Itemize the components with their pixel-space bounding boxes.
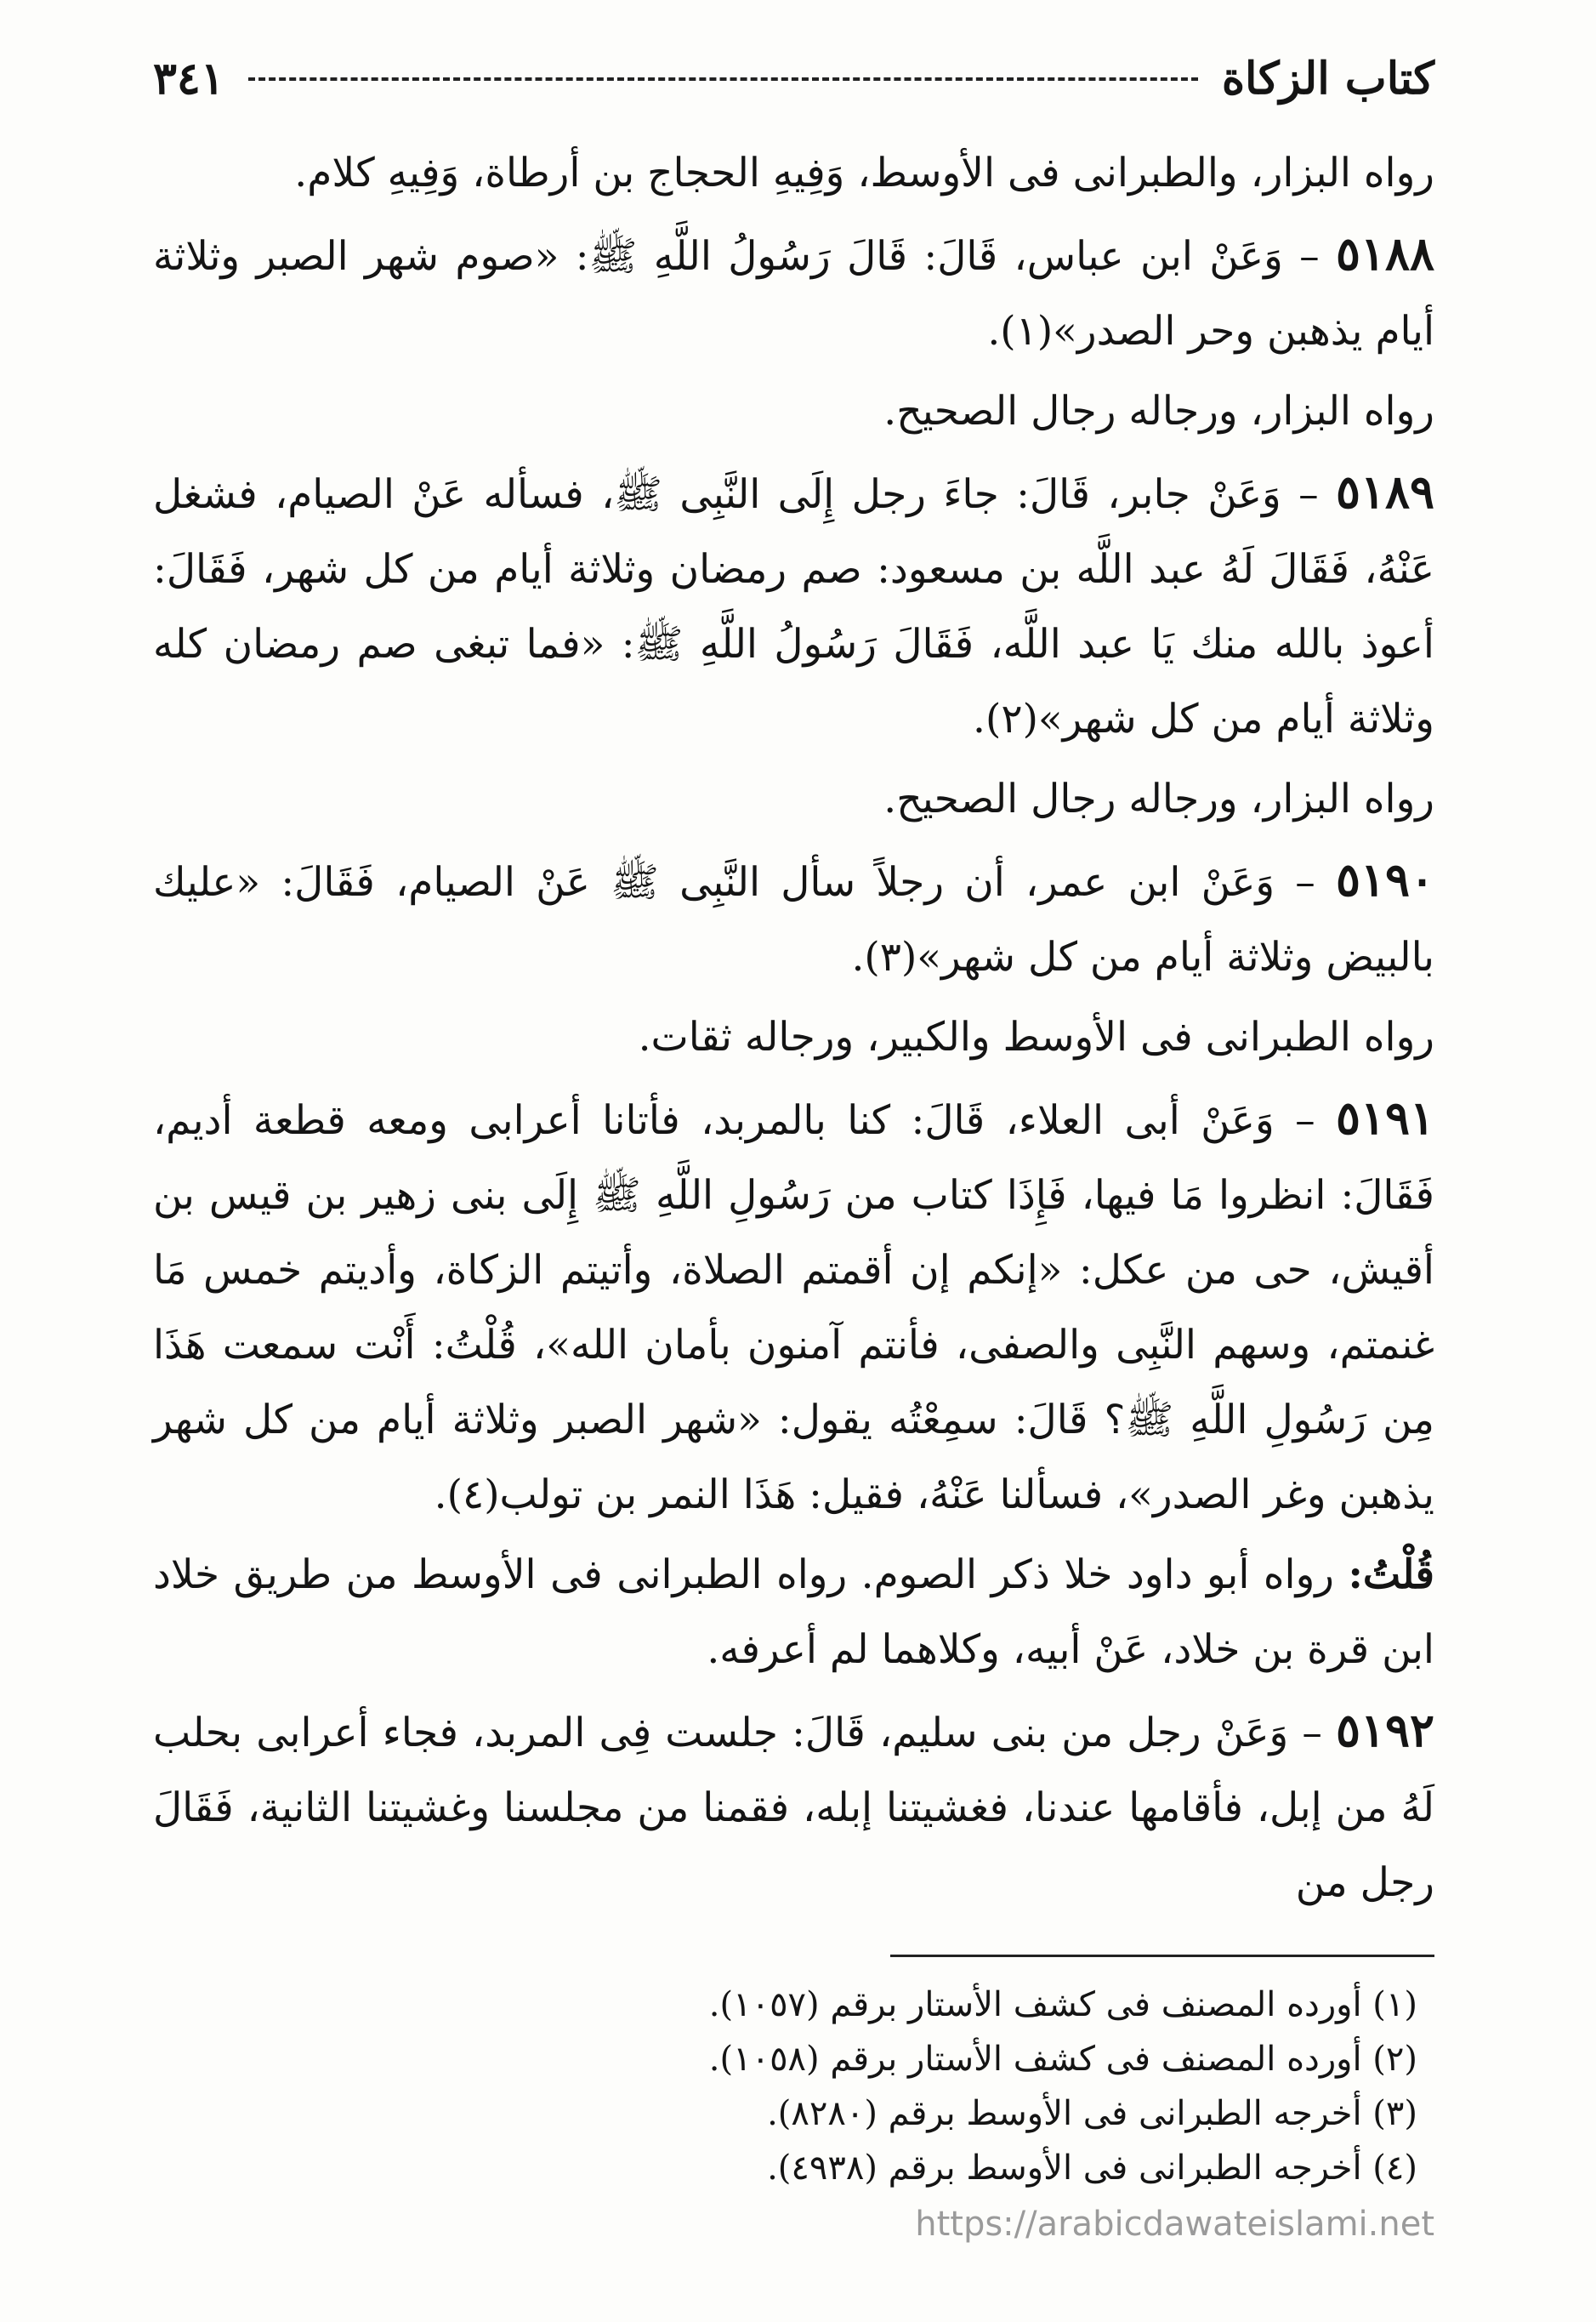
comment-text: رواه أبو داود خلا ذكر الصوم. رواه الطبرانى فى الأوسط من طريق خلاد ابن قرة بن خلاد، عَنْ أبيه، وكلاهما لم أعرفه. [153,1551,1434,1673]
footnote-4: (٤) أخرجه الطبرانى فى الأوسط برقم (٤٩٣٨). [767,2148,1417,2188]
source-note: رواه البزار، والطبرانى فى الأوسط، وَفِيهِ الحجاج بن أرطاة، وَفِيهِ كلام. [294,150,1434,196]
source-note: رواه الطبرانى فى الأوسط والكبير، ورجاله ثقات. [638,1014,1434,1061]
hadith-5189 [153,454,1434,757]
source-note: رواه البزار، ورجاله رجال الصحيح. [883,776,1434,822]
hadith-number: ٥١٩١ [1335,1090,1434,1145]
footnote-1: (١) أورده المصنف فى كشف الأستار برقم (١٠٥٧). [708,1985,1417,2024]
hadith-number: ٥١٩٠ [1335,852,1434,907]
watermark-url: https://arabicdawateislami.net [915,2205,1434,2244]
footnote-2: (٢) أورده المصنف فى كشف الأستار برقم (١٠٥٨). [708,2040,1417,2079]
hadith-5191 [153,1080,1434,1533]
source-note: رواه البزار، ورجاله رجال الصحيح. [883,388,1434,435]
header-rule [248,77,1198,81]
hadith-text: – وَعَنْ ابن عمر، أن رجلاً سأل النَّبِى ﷺ عَنْ الصيام، فَقَالَ: «عليك بالبيض وثلاثة أيام من كل شهر»(٣). [153,859,1434,981]
main-text [153,136,1434,1926]
author-comment [153,1538,1434,1687]
hadith-text: – وَعَنْ أبى العلاء، قَالَ: كنا بالمربد، فأتانا أعرابى ومعه قطعة أديم، فَقَالَ: انظروا مَا فيها، فَإِذَا كتاب من رَسُولِ اللَّهِ ﷺ إِلَى بنى زهير بن قيس بن أقيش، حى من عكل: «إنكم إن أقمتم الصلاة، وأتيتم الزكاة، وأديتم خمس مَا غنمتم، وسهم النَّبِى والصفى، فأنتم آمنون بأمان الله»، قُلْتُ: أَنْت سمعت هَذَا مِن رَسُولِ اللَّهِ ﷺ؟ قَالَ: سمِعْتُه يقول: «شهر الصبر وثلاثة أيام من كل شهر يذهبن وغر الصدر»، فسألنا عَنْهُ، فقيل: هَذَا النمر بن تولب(٤). [153,1097,1434,1518]
hadith-number: ٥١٨٨ [1335,226,1434,281]
hadith-5190 [153,842,1434,995]
hadith-5188 [153,216,1434,369]
book-title: كتاب الزكاة [1221,53,1434,105]
footnote-separator [890,1955,1434,1957]
hadith-text: – وَعَنْ رجل من بنى سليم، قَالَ: جلست فِى المربد، فجاء أعرابى بحلب لَهُ من إبل، فأقامها عندنا، فغشيتنا إبله، فقمنا من مجلسنا وغشيتنا الثانية، فَقَالَ رجل من [153,1710,1434,1906]
hadith-text: – وَعَنْ ابن عباس، قَالَ: قَالَ رَسُولُ اللَّهِ ﷺ: «صوم شهر الصبر وثلاثة أيام يذهبن وحر الصدر»(١). [153,233,1434,355]
hadith-number: ٥١٨٩ [1335,464,1434,519]
qultu-label: قُلْتُ: [1348,1551,1434,1598]
hadith-number: ٥١٩٢ [1335,1703,1434,1757]
footnotes [153,1978,1434,2195]
hadith-text: – وَعَنْ جابر، قَالَ: جاءَ رجل إِلَى النَّبِى ﷺ، فسأله عَنْ الصيام، فشغل عَنْهُ، فَقَالَ لَهُ عبد اللَّه بن مسعود: صم رمضان وثلاثة أيام من كل شهر، فَقَالَ: أعوذ بالله منك يَا عبد اللَّه، فَقَالَ رَسُولُ اللَّهِ ﷺ: «فما تبغى صم رمضان كله وثلاثة أيام من كل شهر»(٢). [153,471,1434,743]
footnote-3: (٣) أخرجه الطبرانى فى الأوسط برقم (٨٢٨٠). [767,2094,1417,2133]
running-header [153,53,1434,105]
page-number: ٣٤١ [153,53,224,105]
hadith-5192 [153,1693,1434,1921]
